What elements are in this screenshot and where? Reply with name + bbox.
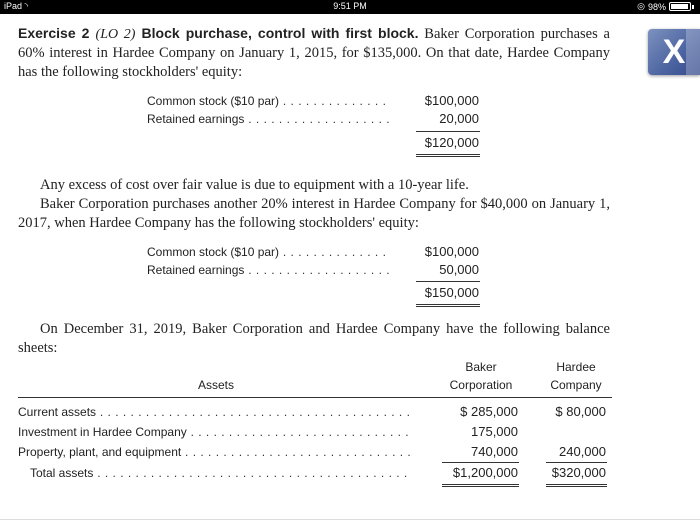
- balance-total-hardee: $320,000: [551, 465, 606, 480]
- col-header-hardee-line1: Hardee: [556, 360, 596, 374]
- balance-row-hardee: $ 80,000: [555, 404, 606, 419]
- excel-icon-bar: [686, 29, 700, 75]
- excel-icon-letter: X: [662, 33, 686, 71]
- equity-2015-row-label: Retained earnings . . .: [147, 112, 391, 126]
- balance-row-baker: 740,000: [471, 444, 518, 459]
- battery-tip: [692, 5, 694, 9]
- device-name: iPad: [4, 1, 23, 11]
- equity-2017-row-value: 50,000: [439, 262, 479, 277]
- col-header-baker-line2: Corporation: [449, 378, 513, 392]
- equity-2015-subtotal-rule: [416, 131, 480, 132]
- balance-total-rule: [442, 486, 519, 487]
- excel-app-icon[interactable]: [648, 29, 700, 75]
- equity-2017-total-rule: [416, 306, 480, 307]
- balance-subtotal-rule: [442, 462, 519, 463]
- balance-total-label: Total assets . . .: [30, 466, 410, 480]
- battery-icon: [669, 2, 691, 11]
- col-header-baker-line1: Baker: [465, 360, 497, 374]
- balance-row-baker: 175,000: [471, 424, 518, 439]
- balance-sheet-intro: On December 31, 2019, Baker Corporation and Hardee Company have the following balance sheets:: [18, 321, 610, 356]
- exercise-heading: Exercise 2 (LO 2) Block purchase, control with first block.: [18, 25, 419, 42]
- equity-2015-total: $120,000: [424, 135, 479, 150]
- page-bottom-divider: [0, 519, 700, 520]
- balance-header-rule: [18, 397, 612, 398]
- status-time: 9:51 PM: [333, 1, 367, 11]
- balance-total-rule: [442, 484, 519, 485]
- balance-total-rule: [546, 486, 607, 487]
- equity-2015-row-value: 20,000: [439, 111, 479, 126]
- equity-2017-row-label: Retained earnings . . .: [147, 263, 391, 277]
- balance-row-hardee: 240,000: [559, 444, 606, 459]
- wifi-icon: ◝: [24, 1, 29, 11]
- balance-row-label: Property, plant, and equipment . . .: [18, 445, 410, 459]
- balance-row-baker: $ 285,000: [460, 404, 518, 419]
- status-bar: [0, 0, 700, 14]
- lock-rotation-icon: ◎: [637, 1, 645, 11]
- balance-subtotal-rule: [546, 462, 607, 463]
- second-purchase-text: Baker Corporation purchases another 20% interest in Hardee Company for $40,000 on January 1, 2017, when Hardee Company has the following stockholders' equity:: [18, 196, 610, 231]
- equity-2017-row-label: Common stock ($10 par) . . .: [147, 245, 391, 259]
- equity-2017-row-value: $100,000: [424, 244, 479, 259]
- equity-2015-total-rule: [416, 156, 480, 157]
- equity-2015-total-rule: [416, 154, 480, 155]
- equity-2017-total-rule: [416, 304, 480, 305]
- exercise-intro-text: Baker Corporation purchases a 60% interest in Hardee Company on January 1, 2015, for $135,000. On that date, Hardee Company has the following stockholders' equity:: [18, 26, 610, 80]
- balance-total-baker: $1,200,000: [452, 465, 518, 480]
- balance-row-label: Current assets . . .: [18, 405, 410, 419]
- col-header-hardee-line2: Company: [550, 378, 602, 392]
- status-right: [637, 1, 694, 12]
- exercise-intro: [18, 24, 610, 82]
- equity-2015-row-label: Common stock ($10 par) . . .: [147, 94, 391, 108]
- equity-2017-total: $150,000: [424, 285, 479, 300]
- equipment-note: Any excess of cost over fair value is due to equipment with a 10-year life.: [40, 177, 469, 193]
- equity-2015-row-value: $100,000: [424, 93, 479, 108]
- battery-percent: 98%: [647, 1, 666, 12]
- equity-2017-subtotal-rule: [416, 281, 480, 282]
- balance-row-label: Investment in Hardee Company . . .: [18, 425, 410, 439]
- balance-total-rule: [546, 484, 607, 485]
- assets-header: Assets: [197, 378, 234, 392]
